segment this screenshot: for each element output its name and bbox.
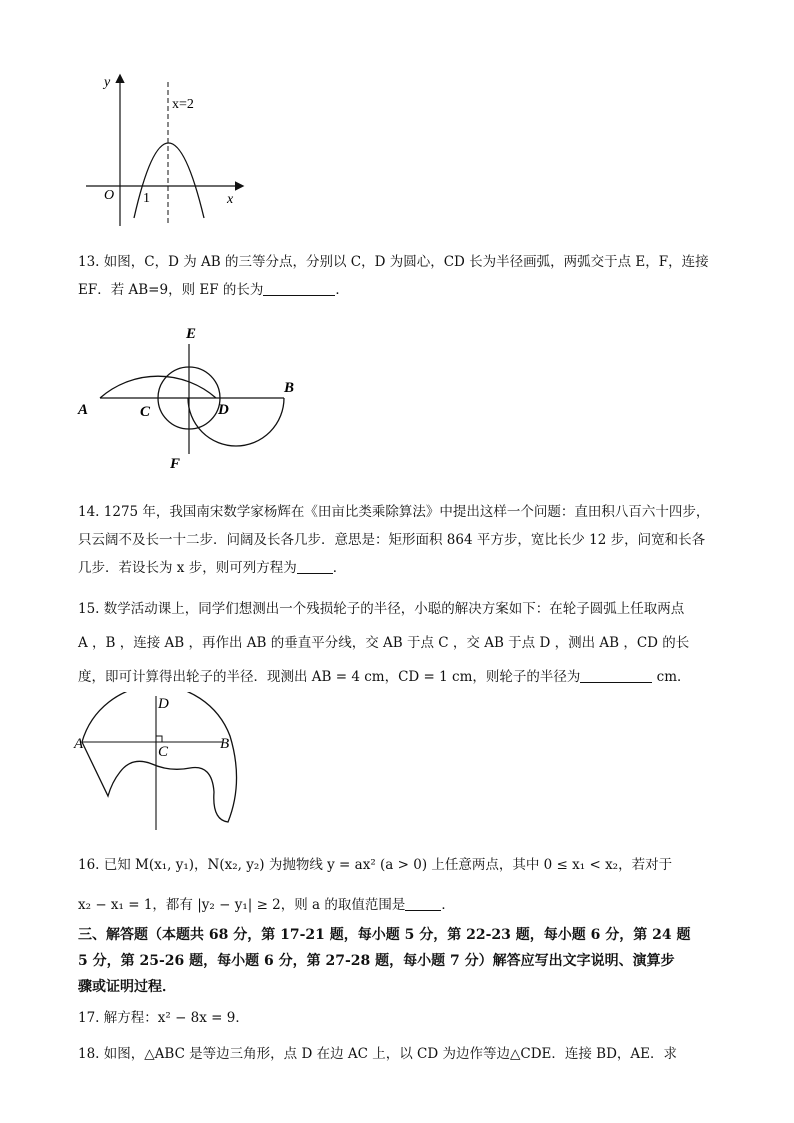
question-16 [78,845,718,925]
section-3-line-3: 骤或证明过程． [78,979,176,995]
label-a: A [78,402,89,418]
q17-text: 17. 解方程：x² − 8x = 9． [78,1010,249,1026]
label-b: B [284,380,295,396]
section-3-line-1: 三、解答题（本题共 68 分，第 17-21 题，每小题 5 分，第 22-23 题，每小题 6 分，第 24 题 [78,927,691,943]
question-17 [78,1004,718,1032]
answer-blank-16[interactable] [405,896,441,911]
q15-line-3: 度，即可计算得出轮子的半径．现测出 AB = 4 cm，CD = 1 cm，则轮子的半径为 cm． [78,669,691,685]
label-e: E [186,326,197,342]
x-axis-label: x [227,192,234,207]
parabola-curve [134,143,204,218]
q16-line-2: x₂ − x₁ = 1，都有 |y₂ − y₁| ≥ 2，则 a 的取值范围是 ． [78,897,455,913]
y-axis-label: y [104,75,111,90]
answer-blank-13[interactable] [263,281,335,296]
answer-blank-15[interactable] [580,668,652,683]
label-c: C [158,744,169,760]
q14-line-2: 只云阔不及长一十二步．问阔及长各几步．意思是：矩形面积 864 平方步，宽比长少 12 步，问宽和长各 [78,532,706,548]
answer-blank-14[interactable] [297,559,333,574]
question-18 [78,1040,718,1068]
label-d: D [218,402,229,418]
parabola-figure [84,70,254,230]
section-3-line-2: 5 分，第 25-26 题，每小题 6 分，第 27-28 题，每小题 7 分）解答应写出文字说明、演算步 [78,953,675,969]
question-15 [78,592,718,694]
question-13 [78,248,718,304]
axis-line-label: x=2 [172,97,194,112]
q15-line-1: 15. 数学活动课上，同学们想测出一个残损轮子的半径，小聪的解决方案如下：在轮子圆弧上任取两点 [78,601,685,617]
right-angle-mark [156,736,162,742]
wheel-figure [72,692,252,832]
q14-line-3: 几步．若设长为 x 步，则可列方程为 ． [78,560,347,576]
tick-label: 1 [143,191,150,206]
q15-line-2: A ，B ，连接 AB ，再作出 AB 的垂直平分线，交 AB 于点 C ，交 AB 于点 D ，测出 AB ，CD 的长 [78,635,690,651]
q16-line-1: 16. 已知 M(x₁, y₁)，N(x₂, y₂) 为抛物线 y = ax² (a > 0) 上任意两点，其中 0 ≤ x₁ < x₂，若对于 [78,857,673,873]
arc-center-c-lower [188,398,284,446]
q13-line-1: 13. 如图，C，D 为 AB 的三等分点，分别以 C，D 为圆心，CD 长为半径画弧，两弧交于点 E，F，连接 [78,254,709,270]
label-b: B [220,736,230,752]
label-d: D [158,696,169,712]
q18-text: 18. 如图，△ABC 是等边三角形，点 D 在边 AC 上，以 CD 为边作等边△CDE．连接 BD，AE．求 [78,1046,678,1062]
label-c: C [140,404,151,420]
origin-label: O [104,188,115,203]
q14-line-1: 14. 1275 年，我国南宋数学家杨辉在《田亩比类乘除算法》中提出这样一个问题：直田积八百六十四步， [78,504,710,520]
label-a: A [74,736,84,752]
label-f: F [170,456,181,472]
section-3-header [78,922,718,1000]
arcs-figure [70,318,310,478]
question-14 [78,498,718,582]
q13-line-2: EF．若 AB=9，则 EF 的长为 ． [78,282,349,298]
